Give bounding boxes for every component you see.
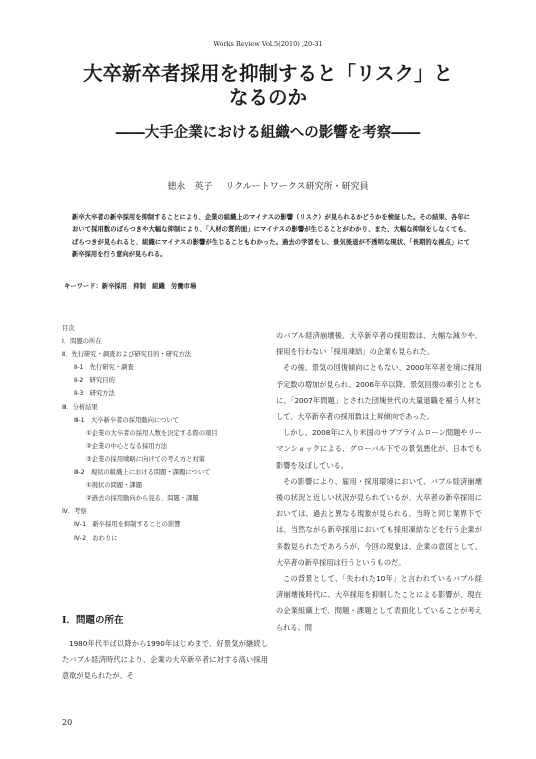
keywords: キーワード：新卒採用 抑制 組織 労働市場 <box>64 283 197 290</box>
right-column-body <box>276 328 482 636</box>
toc-item: Ⅳ-1 新卒採用を抑制することの影響 <box>74 521 181 529</box>
abstract: 新卒大卒者の新卒採用を抑制することにより、企業の組織上のマイナスの影響（リスク）が見られるかどうかを検証した。その結果、各年において採用数のばらつきや大幅な抑制により、「人材の質的面」にマイナスの影響が生じることがわかり、また、大幅な抑制をしなくても、ばらつきが見られると、組織にマイナスの影響が生じることもわかった。過去の学習をし、景気後退が不透明な現状、「長期的な視点」にて新卒採用を行う意向が見られる。 <box>72 214 470 259</box>
paragraph: この背景として、「失われた10年」と言われているバブル経済崩壊後時代に、大卒採用を抑制したことによる影響が、現在の企業組織上で、問題・課題として表面化していることが考えられる。問 <box>276 574 482 632</box>
author-line <box>40 179 496 192</box>
toc-item: ②企業の中心となる採用方法 <box>86 442 168 450</box>
author-affiliation: リクルートワークス研究所・研究員 <box>225 182 369 192</box>
journal-header: Works Review Vol.5(2010) ,20-31 <box>213 40 323 48</box>
toc-item: 目次 <box>62 325 75 332</box>
paper-subtitle: ――大手企業における組織への影響を考察―― <box>115 124 421 141</box>
paragraph: のバブル経済崩壊後、大卒新卒者の採用数は、大幅な減少や、採用を行わない「採用凍結」の企業も見られた。 <box>276 331 482 357</box>
paragraph: その影響により、雇用・採用環境において、バブル経済崩壊後の状況と近しい状況が見られているが、大卒者の新卒採用においては、過去と異なる現象が見られる。当時と同じ業界下では、当然ながら新卒採用においても採用凍結などを行う企業が多数見られたであろうが、今回の現象は、企業の意図として、大卒者の新卒採用は行うというものだ。 <box>276 476 482 567</box>
toc-item: ③企業の採用戦略に向けての考え方と対策 <box>86 455 205 463</box>
left-column-body <box>62 636 268 685</box>
toc-item: Ⅱ．先行研究・調査および研究目的・研究方法 <box>62 351 192 359</box>
toc-item: ①現状の問題・課題 <box>86 482 143 490</box>
title-line-1: 大卒新卒者採用を抑制すると「リスク」と <box>82 62 454 85</box>
toc-item: ②過去の採用動向から見る、問題・課題 <box>86 495 199 503</box>
toc-item: Ⅲ-2 現状の組織上における問題・課題について <box>74 469 211 477</box>
toc-item: Ⅱ-3 研究方法 <box>74 390 115 398</box>
toc-item: Ⅳ．考察 <box>62 508 87 516</box>
paragraph: その後、景気の回復傾向にともない、2000年卒者を境に採用予定数の増加が見られ、2006年卒以降、景気回復の牽引とともに、「2007年問題」とされた団塊世代の大量退職を補う人材として、大卒新卒者の採用数は上昇傾向であった。 <box>276 363 482 422</box>
toc-item: Ⅰ．問題の所在 <box>62 338 102 346</box>
page-number: 20 <box>62 718 73 727</box>
toc-item: Ⅱ-1 先行研究・調査 <box>74 364 134 372</box>
toc-item: Ⅳ-2 おわりに <box>74 534 118 542</box>
toc-item: Ⅲ-1 大卒新卒者の採用動向について <box>74 416 179 424</box>
toc-item: Ⅱ-2 研究目的 <box>74 377 115 385</box>
toc-item: Ⅲ．分析結果 <box>62 403 98 411</box>
section-heading: Ⅰ．問題の所在 <box>62 615 124 626</box>
title-line-2: なるのか <box>228 86 307 109</box>
paragraph: しかし、2008年に入り米国のサブプライムローン問題やリーマンショックによる、グローバル下での景気悪化が、日本でも影響を及ぼしている。 <box>276 428 482 470</box>
paper-title <box>40 62 496 110</box>
paragraph: 1980年代半ば以降から1990年はじめまで、好景気が継続したバブル経済時代により、企業の大卒新卒者に対する高い採用意欲が見られたが、そ <box>62 639 268 681</box>
table-of-contents <box>62 322 272 545</box>
author-name: 徳永 英子 <box>167 182 213 192</box>
toc-item: ①企業の大卒者の採用人数を決定する際の項目 <box>86 429 218 437</box>
